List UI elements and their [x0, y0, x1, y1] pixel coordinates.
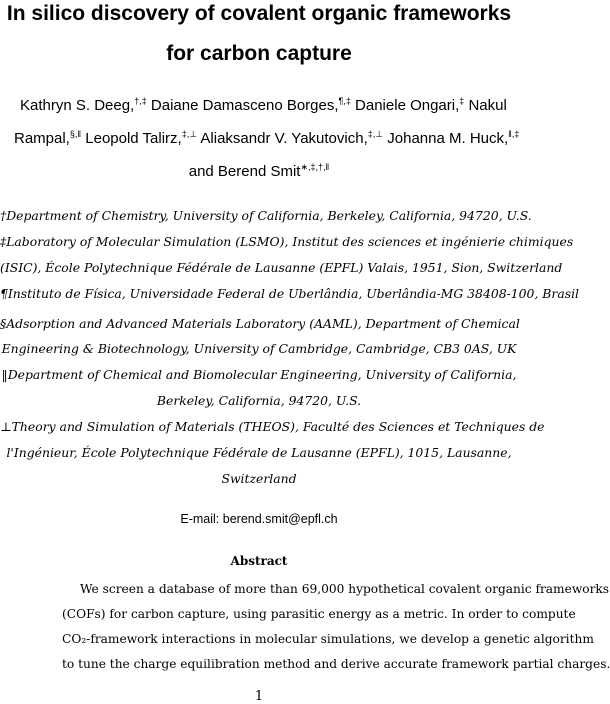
affiliation-line: Engineering & Biotechnology, University of Cambridge, Cambridge, CB3 0AS, UK: [1, 341, 517, 356]
affiliation-line: ⊥Theory and Simulation of Materials (THEOS), Faculté des Sciences et Techniques de: [0, 419, 545, 434]
affiliation-line: Switzerland: [221, 471, 297, 486]
author-name: Daniele Ongari,: [350, 97, 460, 114]
title-line-1: In silico discovery of covalent organic frameworks: [6, 2, 512, 25]
author-name: Nakul: [464, 97, 507, 114]
affiliation-line: §Adsorption and Advanced Materials Laboratory (AAML), Department of Chemical: [0, 316, 520, 331]
author-name: Leopold Talirz,: [81, 130, 182, 147]
page-number: 1: [254, 689, 264, 704]
author-line-3: [0, 163, 518, 181]
author-affiliation-marks: ‡: [459, 96, 465, 106]
author-line-1: [20, 97, 507, 115]
author-name: Johanna M. Huck,: [383, 130, 509, 147]
affiliation-line: †Department of Chemistry, University of California, Berkeley, California, 94720, U.S.: [0, 208, 532, 223]
contact-email[interactable]: E-mail: berend.smit@epfl.ch: [180, 512, 338, 526]
author-name: Kathryn S. Deeg,: [20, 97, 135, 114]
abstract-line: (COFs) for carbon capture, using parasitic energy as a metric. In order to compute: [62, 607, 576, 621]
abstract-heading: Abstract: [230, 554, 288, 568]
affiliation-line: (ISIC), École Polytechnique Fédérale de Lausanne (EPFL) Valais, 1951, Sion, Switzerland: [0, 260, 563, 275]
affiliation-line: ‡Laboratory of Molecular Simulation (LSMO), Institut des sciences et ingénierie chimiques: [0, 234, 574, 249]
author-name: Daiane Damasceno Borges,: [146, 97, 339, 114]
author-line-2: [14, 130, 519, 148]
affiliation-line: ‖Department of Chemical and Biomolecular Engineering, University of California,: [1, 367, 517, 382]
title-line-2: for carbon capture: [166, 42, 352, 65]
abstract-line: CO₂-framework interactions in molecular simulations, we develop a genetic algorithm: [62, 632, 594, 646]
author-affiliation-marks: ¶,‡: [338, 96, 351, 106]
author-affiliation-marks: ∗,‡,†,‖: [300, 162, 330, 172]
author-name: Aliaksandr V. Yakutovich,: [197, 130, 368, 147]
author-affiliation-marks: §,‖: [69, 129, 82, 139]
author-affiliation-marks: ‖,‡: [508, 129, 520, 139]
author-affiliation-marks: †,‡: [134, 96, 147, 106]
author-affiliation-marks: ‡,⊥: [181, 129, 198, 139]
affiliation-line: ¶Instituto de Física, Universidade Federal de Uberlândia, Uberlândia-MG 38408-100, Brasil: [0, 286, 580, 301]
author-name: and Berend Smit: [188, 163, 301, 180]
author-affiliation-marks: ‡,⊥: [367, 129, 384, 139]
author-name: Rampal,: [14, 130, 70, 147]
abstract-line: to tune the charge equilibration method and derive accurate framework partial charges.: [62, 657, 610, 671]
affiliation-line: Berkeley, California, 94720, U.S.: [156, 393, 362, 408]
affiliation-line: l'Ingénieur, École Polytechnique Fédérale de Lausanne (EPFL), 1015, Lausanne,: [6, 445, 512, 460]
abstract-line: We screen a database of more than 69,000 hypothetical covalent organic frameworks: [80, 582, 610, 596]
